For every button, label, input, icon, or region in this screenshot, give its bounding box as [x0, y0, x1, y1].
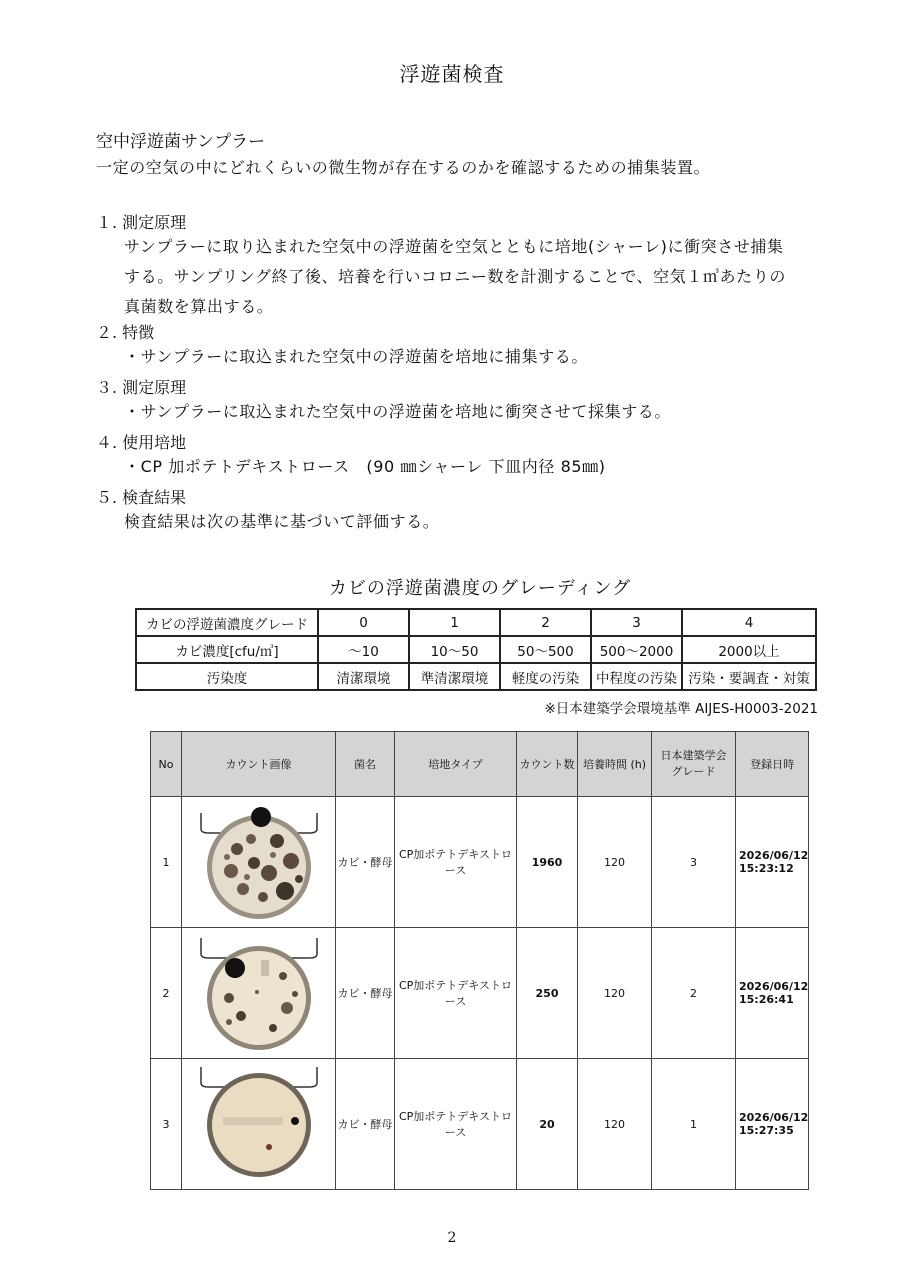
registered-time: 15:27:35: [739, 1124, 794, 1137]
grade-cell: 500～2000: [591, 636, 682, 663]
section-3-line-1: ・サンプラーに取込まれた空気中の浮遊菌を培地に衝突させて採集する。: [124, 402, 672, 421]
incubation-hours: 120: [578, 1059, 652, 1190]
registered-datetime: [736, 928, 809, 1059]
colony-count: 250: [517, 928, 578, 1059]
grading-source: ※日本建築学会環境基準 AIJES-H0003-2021: [544, 701, 818, 717]
grade-cell: 汚染度: [136, 663, 318, 690]
table-row: [151, 797, 809, 928]
section-4-heading: ４. 使用培地: [96, 433, 187, 452]
table-row: [151, 1059, 809, 1190]
grade-cell: 3: [591, 609, 682, 636]
grade-cell: 1: [409, 609, 500, 636]
organism-name: カビ・酵母: [336, 797, 395, 928]
grade-cell: カビの浮遊菌濃度グレード: [136, 609, 318, 636]
col-header: 登録日時: [736, 732, 809, 797]
aij-grade: 2: [652, 928, 736, 1059]
col-header: 日本建築学会 グレード: [652, 732, 736, 797]
grade-cell: 清潔環境: [318, 663, 409, 690]
grade-cell: 4: [682, 609, 816, 636]
section-1-line-1: サンプラーに取り込まれた空気中の浮遊菌を空気とともに培地(シャーレ)に衝突させ捕集: [124, 237, 784, 256]
col-header: カウント数: [517, 732, 578, 797]
grade-cell: 準清潔環境: [409, 663, 500, 690]
results-table: [150, 731, 809, 1190]
medium-type: CP加ポテトデキストロース: [395, 928, 517, 1059]
count-image-cell: [182, 797, 336, 928]
medium-type: CP加ポテトデキストロース: [395, 1059, 517, 1190]
incubation-hours: 120: [578, 797, 652, 928]
registered-date: 2026/06/12: [739, 1111, 809, 1124]
grade-cell: ～10: [318, 636, 409, 663]
registered-date: 2026/06/12: [739, 849, 809, 862]
petri-dish-image: [199, 932, 319, 1054]
registered-datetime: [736, 797, 809, 928]
grading-row: [136, 636, 816, 663]
page-number: 2: [447, 1230, 457, 1246]
organism-name: カビ・酵母: [336, 1059, 395, 1190]
aij-grade: 3: [652, 797, 736, 928]
count-image-cell: [182, 1059, 336, 1190]
intro-text: 一定の空気の中にどれくらいの微生物が存在するのかを確認するための捕集装置。: [96, 158, 711, 177]
registered-time: 15:23:12: [739, 862, 794, 875]
medium-type: CP加ポテトデキストロース: [395, 797, 517, 928]
section-5-line-1: 検査結果は次の基準に基づいて評価する。: [124, 512, 440, 531]
intro-heading: 空中浮遊菌サンプラー: [96, 132, 266, 152]
grade-cell: 中程度の汚染: [591, 663, 682, 690]
section-1-line-3: 真菌数を算出する。: [124, 297, 274, 316]
incubation-hours: 120: [578, 928, 652, 1059]
section-5-heading: ５. 検査結果: [96, 488, 187, 507]
grading-title: カビの浮遊菌濃度のグレーディング: [328, 578, 632, 599]
colony-count: 1960: [517, 797, 578, 928]
col-header: 培養時間 (h): [578, 732, 652, 797]
table-row: [151, 928, 809, 1059]
section-1-line-2: する。サンプリング終了後、培養を行いコロニー数を計測することで、空気１㎥あたりの: [124, 267, 786, 286]
row-number: 2: [151, 928, 182, 1059]
grading-table: [135, 608, 817, 691]
petri-dish-image: [199, 801, 319, 923]
section-2-line-1: ・サンプラーに取込まれた空気中の浮遊菌を培地に捕集する。: [124, 347, 589, 366]
colony-count: 20: [517, 1059, 578, 1190]
registered-date: 2026/06/12: [739, 980, 809, 993]
organism-name: カビ・酵母: [336, 928, 395, 1059]
page-title: 浮遊菌検査: [399, 62, 505, 86]
grade-cell: 0: [318, 609, 409, 636]
section-4-line-1: ・CP 加ポテトデキストロース (90 ㎜シャーレ 下皿内径 85㎜): [124, 457, 606, 476]
registered-time: 15:26:41: [739, 993, 794, 1006]
grade-cell: カビ濃度[cfu/㎥]: [136, 636, 318, 663]
section-2-heading: ２. 特徴: [96, 323, 155, 342]
petri-dish-image: [199, 1063, 319, 1185]
grade-cell: 軽度の汚染: [500, 663, 591, 690]
grade-cell: 10～50: [409, 636, 500, 663]
results-header-row: [151, 732, 809, 797]
section-3-heading: ３. 測定原理: [96, 378, 187, 397]
row-number: 3: [151, 1059, 182, 1190]
aij-grade: 1: [652, 1059, 736, 1190]
grading-row: [136, 663, 816, 690]
grade-cell: 2000以上: [682, 636, 816, 663]
row-number: 1: [151, 797, 182, 928]
grade-cell: 汚染・要調査・対策: [682, 663, 816, 690]
col-header: 培地タイプ: [395, 732, 517, 797]
section-1-heading: １. 測定原理: [96, 213, 187, 232]
grade-cell: 2: [500, 609, 591, 636]
col-header: 菌名: [336, 732, 395, 797]
col-header: No: [151, 732, 182, 797]
grade-cell: 50～500: [500, 636, 591, 663]
registered-datetime: [736, 1059, 809, 1190]
grading-row: [136, 609, 816, 636]
col-header: カウント画像: [182, 732, 336, 797]
section-1-body: [124, 232, 786, 322]
count-image-cell: [182, 928, 336, 1059]
